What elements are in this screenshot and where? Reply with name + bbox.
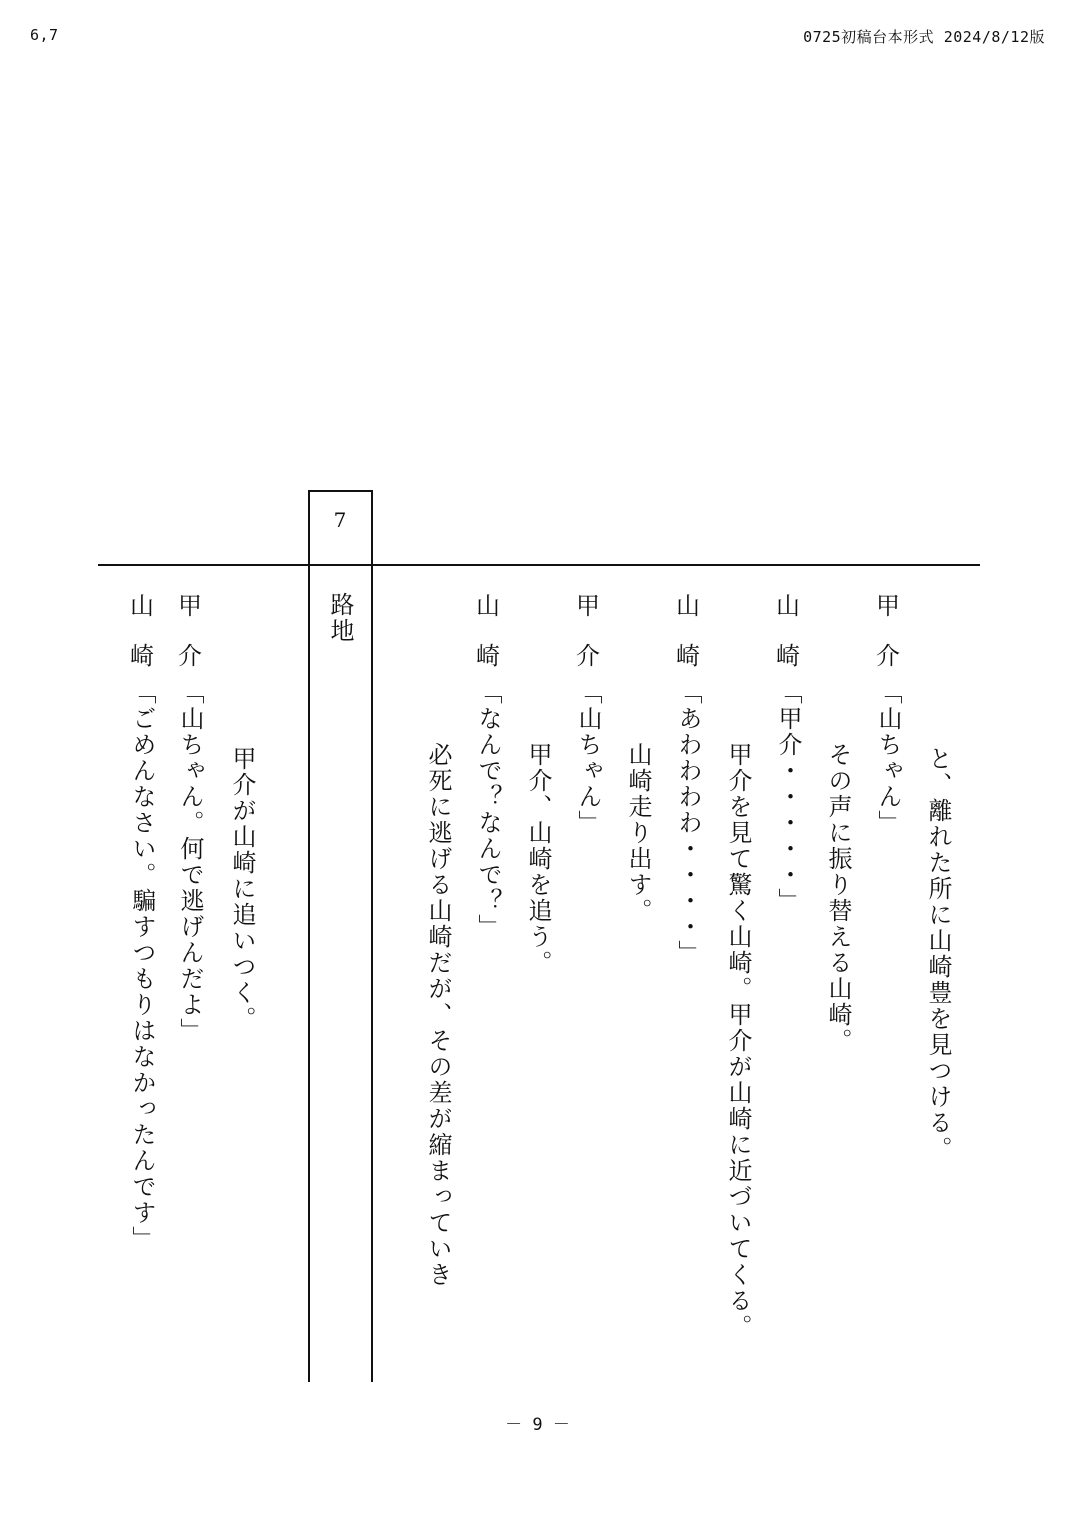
scene-box-left bbox=[308, 490, 310, 1382]
speaker-name: 甲 bbox=[576, 592, 600, 620]
dialogue-line: 「ごめんなさい。騙すつもりはなかったんです」 bbox=[128, 680, 156, 1252]
dialogue-line: 「甲介・・・・・」 bbox=[774, 680, 802, 914]
speaker-name: 甲 bbox=[178, 592, 202, 620]
scene-box-right bbox=[371, 490, 373, 1382]
dialogue-line: 「山ちゃん」 bbox=[574, 680, 602, 836]
stage-direction: と、離れた所に山崎豊を見つける。 bbox=[924, 746, 952, 1162]
speaker-name: 崎 bbox=[676, 642, 700, 670]
stage-direction: 甲介が山崎に追いつく。 bbox=[228, 746, 256, 1032]
scene-box-top bbox=[308, 490, 373, 492]
stage-direction: 山崎走り出す。 bbox=[624, 742, 652, 924]
stage-direction: 甲介を見て驚く山崎。甲介が山崎に近づいてくる。 bbox=[724, 742, 752, 1340]
page-number: － 9 － bbox=[505, 1415, 570, 1435]
dialogue-line: 「なんで？なんで？」 bbox=[474, 680, 502, 940]
speaker-name: 山 bbox=[776, 592, 800, 620]
speaker-name: 介 bbox=[876, 642, 900, 670]
dialogue-line: 「あわわわわ・・・・」 bbox=[674, 680, 702, 966]
header-scene-ref: 6,7 bbox=[30, 26, 59, 44]
stage-direction: その声に振り替える山崎。 bbox=[824, 742, 852, 1054]
dialogue-line: 「山ちゃん」 bbox=[874, 680, 902, 836]
header-version: 0725初稿台本形式 2024/8/12版 bbox=[803, 28, 1045, 46]
speaker-name: 介 bbox=[178, 642, 202, 670]
dialogue-line: 「山ちゃん。何で逃げんだよ」 bbox=[176, 680, 204, 1044]
scene-location: 路地 bbox=[326, 592, 354, 644]
speaker-name: 山 bbox=[676, 592, 700, 620]
speaker-name: 崎 bbox=[476, 642, 500, 670]
stage-direction: 必死に逃げる山崎だが、その差が縮まっていき bbox=[424, 742, 452, 1288]
stage-direction: 甲介、山崎を追う。 bbox=[524, 742, 552, 976]
speaker-name: 介 bbox=[576, 642, 600, 670]
scene-rule bbox=[98, 564, 980, 566]
speaker-name: 山 bbox=[130, 592, 154, 620]
scene-number: 7 bbox=[333, 508, 347, 532]
speaker-name: 山 bbox=[476, 592, 500, 620]
speaker-name: 甲 bbox=[876, 592, 900, 620]
speaker-name: 崎 bbox=[776, 642, 800, 670]
speaker-name: 崎 bbox=[130, 642, 154, 670]
